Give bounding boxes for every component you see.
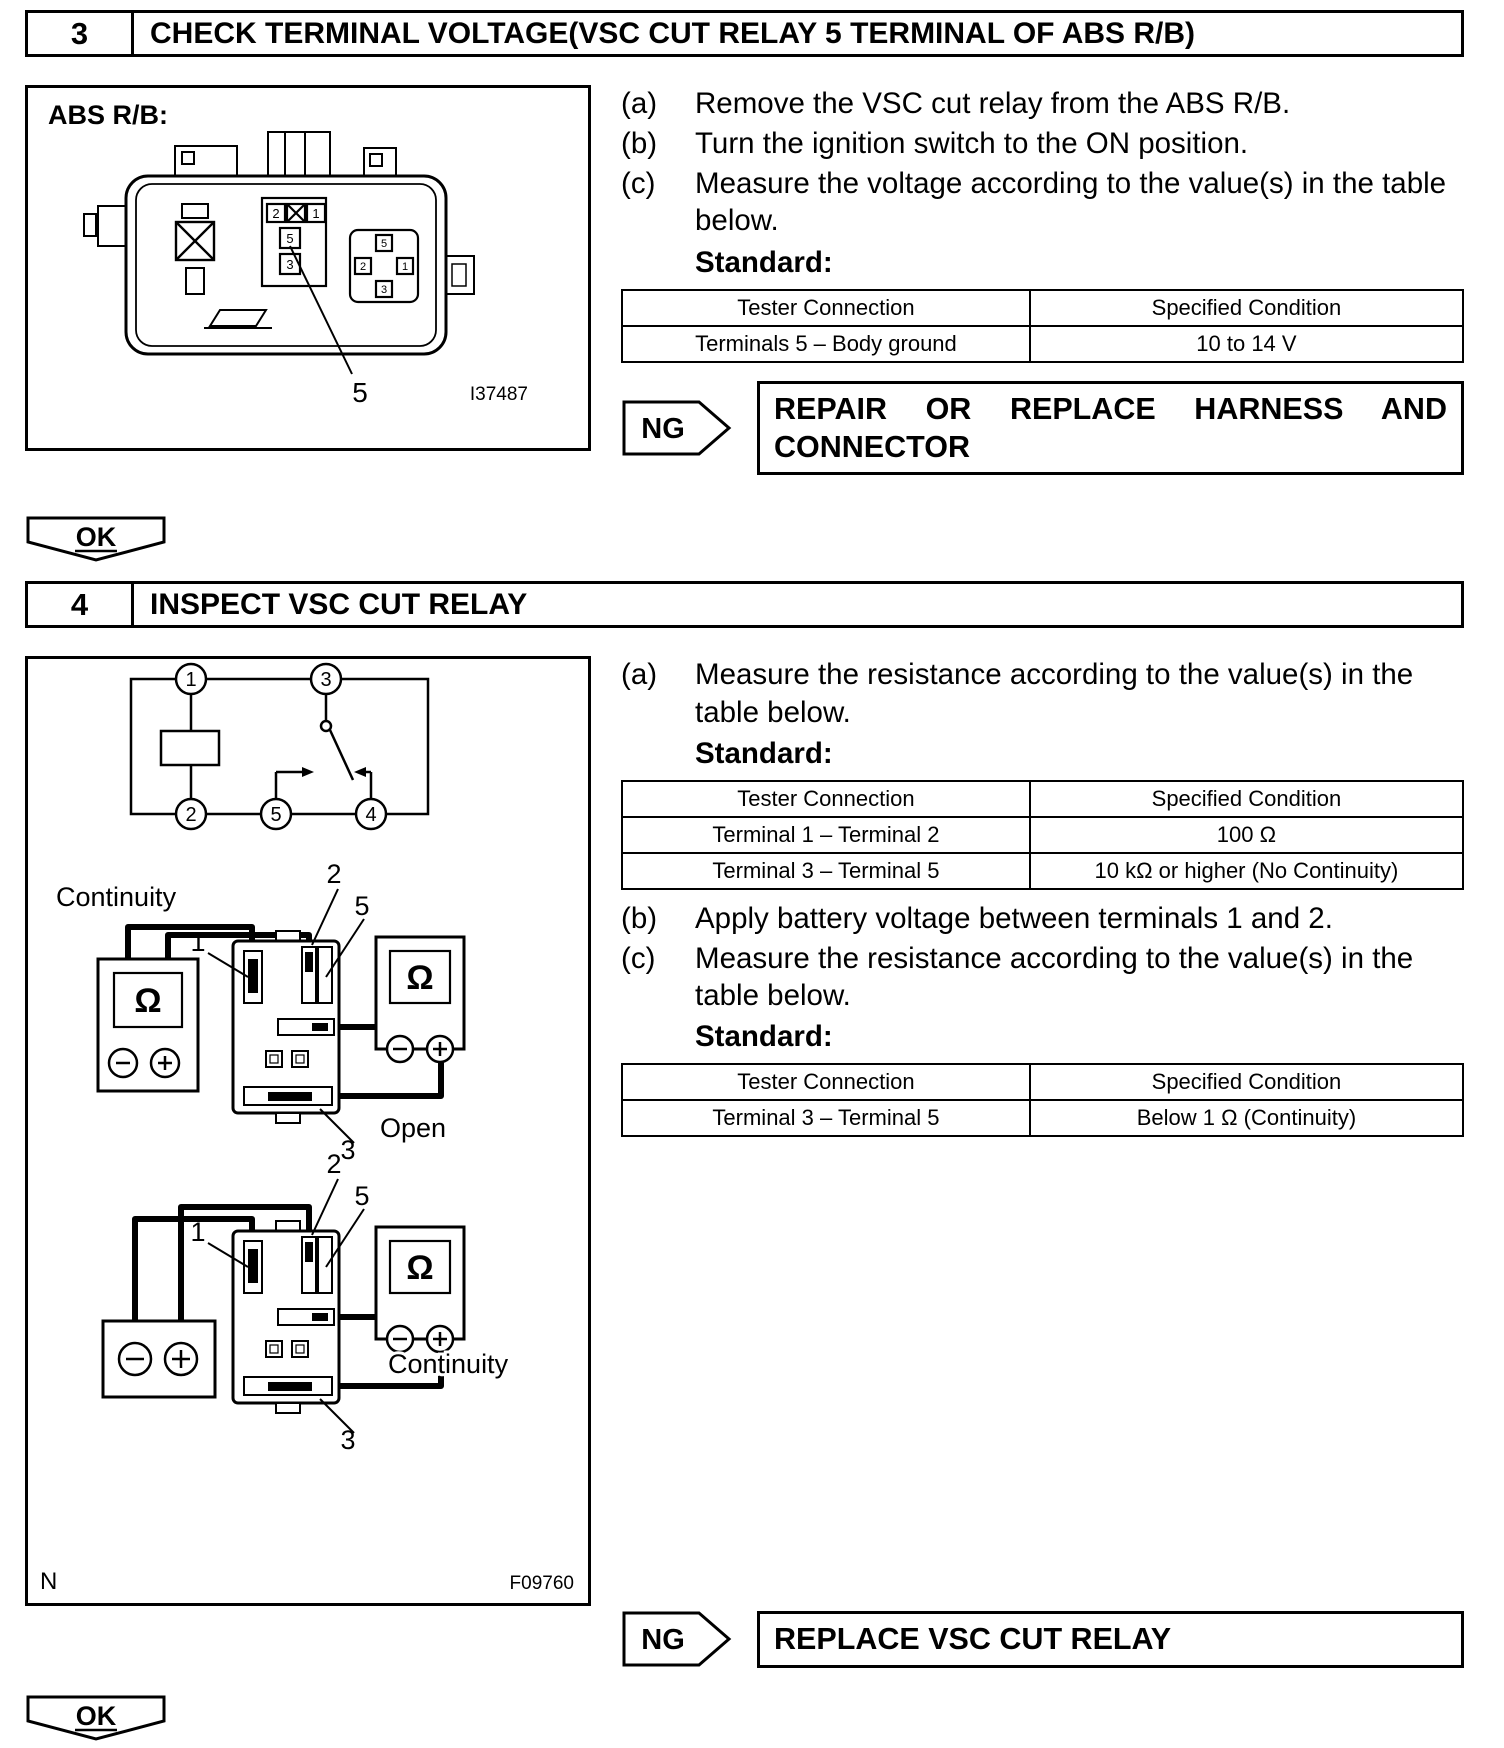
standard-label: Standard:	[695, 245, 833, 279]
table-row	[622, 853, 1463, 889]
relay-body-continuity-test	[233, 1221, 339, 1413]
pin-label-1: 1	[190, 1217, 206, 1248]
pin-label-3: 3	[340, 1425, 356, 1456]
socket-pin-3: 3	[286, 257, 294, 272]
step-3-number: 3	[28, 13, 134, 54]
socket-pin-1: 1	[312, 206, 320, 221]
schematic-terminal-4: 4	[365, 804, 377, 827]
step-4-header	[25, 581, 1464, 628]
col-header-specified-condition: Specified Condition	[1030, 781, 1463, 817]
relay-test-diagram	[28, 659, 588, 1603]
ng-branch	[621, 1608, 1464, 1670]
socket-pin-5: 5	[286, 231, 294, 246]
standard-label: Standard:	[695, 1020, 833, 1054]
col-header-specified-condition: Specified Condition	[1030, 290, 1463, 326]
battery-icon	[103, 1321, 215, 1397]
continuity-result-label: Continuity	[388, 1349, 509, 1380]
cell-specified-condition: 10 to 14 V	[1030, 326, 1463, 362]
step-3-body	[25, 85, 1464, 475]
step-item-a	[621, 85, 1464, 122]
ng-label: NG	[641, 1624, 685, 1657]
relay-body-open-test	[233, 931, 339, 1123]
col-header-tester-connection: Tester Connection	[622, 781, 1030, 817]
col-header-tester-connection: Tester Connection	[622, 1064, 1030, 1100]
ng-action-box	[757, 381, 1464, 476]
ok-flow-badge	[25, 515, 167, 563]
step-4-body	[25, 656, 1464, 1670]
table-header-row	[622, 781, 1463, 817]
resistance-spec-table-2	[621, 1063, 1464, 1137]
ohm-symbol: Ω	[406, 1249, 434, 1288]
cell-tester-connection: Terminals 5 – Body ground	[622, 326, 1030, 362]
voltage-spec-table	[621, 289, 1464, 363]
step-text: Apply battery voltage between terminals 1 and 2.	[695, 901, 1333, 935]
relay-circuit-schematic	[131, 679, 428, 814]
cell-tester-connection: Terminal 1 – Terminal 2	[622, 817, 1030, 853]
resistance-spec-table-1	[621, 780, 1464, 890]
step-item-b	[621, 900, 1464, 937]
schematic-terminal-5: 5	[270, 804, 282, 827]
ng-branch	[621, 381, 1464, 476]
ng-action-line-2: CONNECTOR	[774, 430, 971, 465]
ng-action-line-1: REPAIR OR REPLACE HARNESS AND	[774, 391, 1447, 426]
switch-pivot-icon	[321, 721, 331, 731]
ng-action-text: REPLACE VSC CUT RELAY	[774, 1622, 1172, 1657]
step-item-c	[621, 940, 1464, 1014]
step-item-a	[621, 656, 1464, 730]
step-marker: (b)	[621, 901, 658, 935]
step-item-b	[621, 125, 1464, 162]
step-text: Turn the ignition switch to the ON position.	[695, 127, 1249, 161]
switch-blade-icon	[330, 730, 353, 780]
step-text: Measure the resistance according to the value(s) in the table below.	[695, 941, 1414, 1013]
terminal-5-callout-label: 5	[352, 377, 368, 408]
step-3-title: CHECK TERMINAL VOLTAGE(VSC CUT RELAY 5 TERMINAL OF ABS R/B)	[150, 16, 1196, 50]
connector-pin-3: 3	[380, 284, 388, 296]
step-marker: (b)	[621, 127, 658, 161]
figure-abs-rb	[25, 85, 591, 451]
figure-caption: ABS R/B:	[48, 100, 168, 130]
step-marker: (a)	[621, 658, 658, 692]
table-header-row	[622, 1064, 1463, 1100]
pin-label-1: 1	[190, 927, 206, 958]
ng-flow-badge	[621, 397, 733, 459]
ohm-symbol: Ω	[406, 959, 434, 998]
table-row	[622, 1100, 1463, 1136]
pin-label-3: 3	[340, 1135, 356, 1166]
ok-label: OK	[75, 1701, 117, 1732]
cell-specified-condition: 10 kΩ or higher (No Continuity)	[1030, 853, 1463, 889]
relay-coil-icon	[161, 731, 219, 765]
schematic-terminal-3: 3	[320, 669, 332, 692]
step-marker: (c)	[621, 167, 656, 201]
step-text: Measure the resistance according to the value(s) in the table below.	[695, 658, 1414, 729]
step-marker: (a)	[621, 87, 658, 120]
continuity-label-left: Continuity	[56, 882, 177, 913]
mounting-tabs-icon	[175, 132, 396, 178]
step-4-number: 4	[28, 584, 134, 625]
step-item-c	[621, 165, 1464, 239]
schematic-terminal-2: 2	[185, 804, 197, 827]
step-4-title: INSPECT VSC CUT RELAY	[150, 587, 528, 621]
step-marker: (c)	[621, 941, 656, 975]
step-3-header	[25, 10, 1464, 57]
cell-specified-condition: 100 Ω	[1030, 817, 1463, 853]
cell-tester-connection: Terminal 3 – Terminal 5	[622, 1100, 1030, 1136]
pin-label-2: 2	[326, 1149, 342, 1180]
ohmmeter-right-2	[376, 1227, 464, 1352]
ng-flow-badge	[621, 1608, 733, 1670]
schematic-terminal-1: 1	[185, 669, 197, 692]
ng-label: NG	[641, 413, 685, 446]
step-4-instructions	[621, 656, 1464, 1670]
col-header-specified-condition: Specified Condition	[1030, 1064, 1463, 1100]
ok-label: OK	[75, 522, 117, 553]
figure-code: I37487	[469, 384, 528, 405]
cell-tester-connection: Terminal 3 – Terminal 5	[622, 853, 1030, 889]
ohmmeter-right	[376, 937, 464, 1062]
pin-label-5: 5	[354, 891, 370, 922]
abs-rb-diagram	[28, 88, 588, 448]
table-row	[622, 817, 1463, 853]
ohm-symbol: Ω	[134, 982, 162, 1021]
left-bracket-icon	[84, 206, 126, 246]
pin-label-2: 2	[326, 859, 342, 890]
table-header-row	[622, 290, 1463, 326]
connector-pin-5: 5	[380, 238, 388, 250]
cell-specified-condition: Below 1 Ω (Continuity)	[1030, 1100, 1463, 1136]
ng-action-box	[757, 1611, 1464, 1667]
pin-label-5: 5	[354, 1181, 370, 1212]
figure-vsc-cut-relay-test	[25, 656, 591, 1606]
figure-note-n: N	[40, 1568, 58, 1596]
figure-code: F09760	[509, 1573, 574, 1595]
step-text: Measure the voltage according to the value(s) in the table below.	[695, 167, 1447, 238]
ok-flow-badge	[25, 1694, 167, 1742]
ohmmeter-left	[98, 959, 198, 1091]
connector-pin-2: 2	[359, 261, 367, 273]
socket-pin-2: 2	[272, 206, 280, 221]
table-row	[622, 326, 1463, 362]
switch-arrowheads-icon	[302, 767, 366, 777]
col-header-tester-connection: Tester Connection	[622, 290, 1030, 326]
step-3-instructions	[621, 85, 1464, 475]
step-text: Remove the VSC cut relay from the ABS R/B.	[695, 87, 1291, 120]
right-bracket-icon	[446, 256, 474, 294]
connector-pin-1: 1	[401, 261, 409, 273]
standard-label: Standard:	[695, 736, 833, 770]
open-result-label: Open	[380, 1113, 447, 1144]
